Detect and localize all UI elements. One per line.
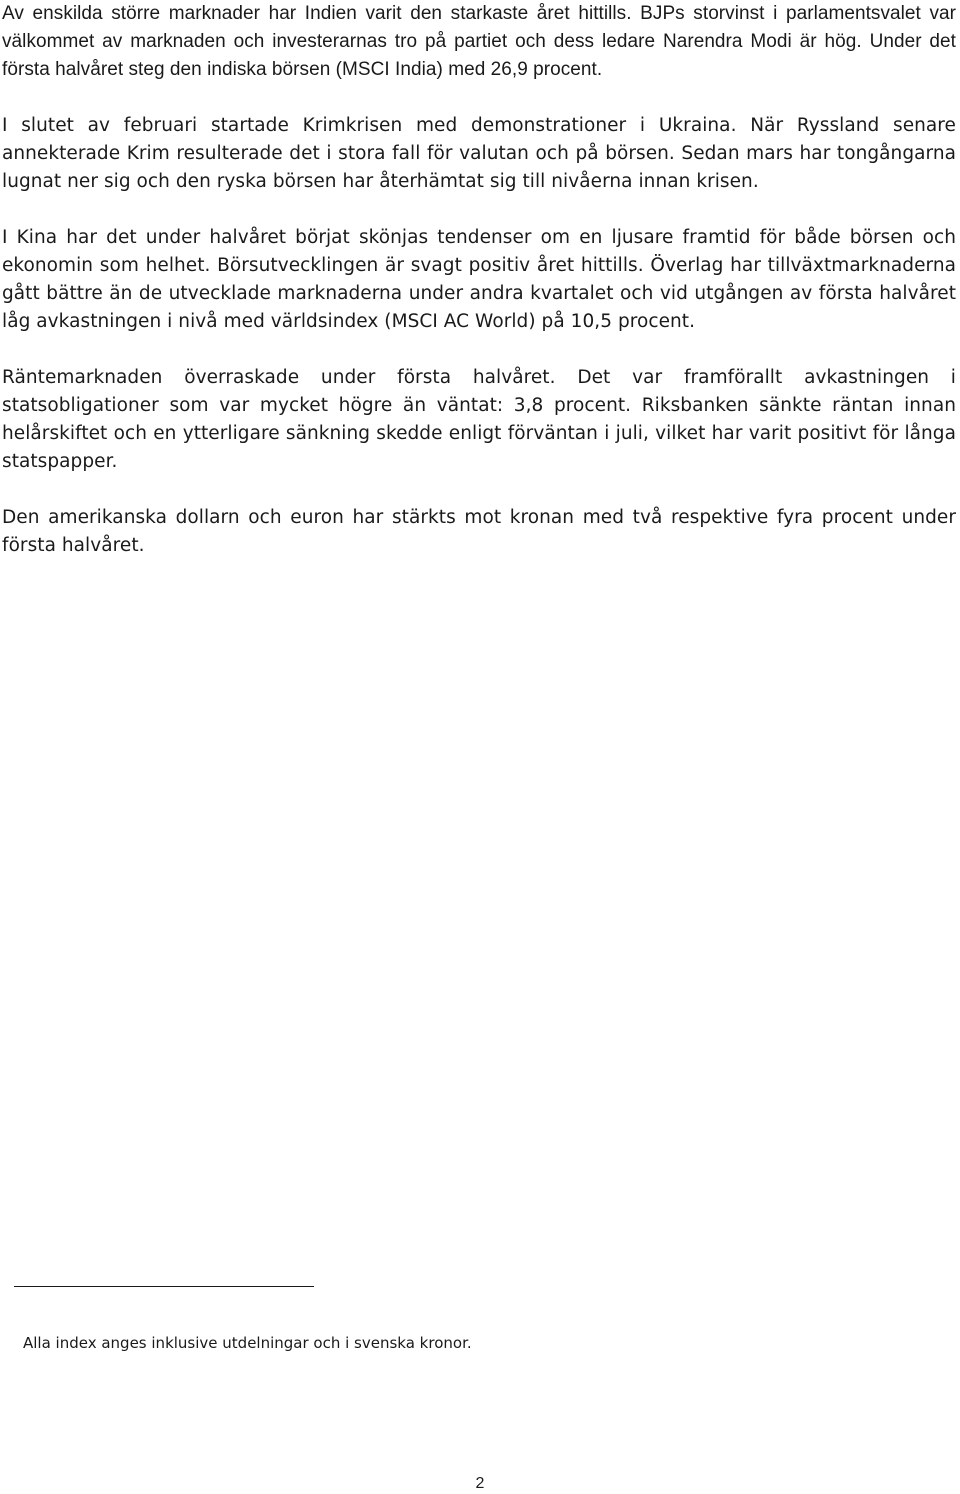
paragraph-interest-market: Räntemarknaden överraskade under första halvåret. Det var framförallt avkastningen i statsobligationer som var mycket högre än väntat: 3,8 procent. Riksbanken sänkte räntan innan helårskiftet och en ytterligare sänkning skedde enligt förväntan i juli, vilket har varit positivt för långa statspapper. <box>2 367 956 472</box>
footnote: Alla index anges inklusive utdelningar och i svenska kronor. <box>23 1334 472 1352</box>
paragraph-russia: I slutet av februari startade Krimkrisen med demonstrationer i Ukraina. När Ryssland senare annekterade Krim resulterade det i stora fall för valutan och på börsen. Sedan mars har tongångarna lugnat ner sig och den ryska börsen har återhämtat sig till nivåerna innan krisen. <box>2 115 956 192</box>
paragraph-china: I Kina har det under halvåret börjat skönjas tendenser om en ljusare framtid för både börsen och ekonomin som helhet. Börsutvecklingen är svagt positiv året hittills. Överlag har tillväxtmarknaderna gått bättre än de utvecklade marknaderna under andra kvartalet och vid utgången av första halvåret låg avkastningen i nivå med världsindex (MSCI AC World) på 10,5 procent. <box>2 227 956 332</box>
page-number: 2 <box>475 1475 485 1492</box>
paragraph-currency: Den amerikanska dollarn och euron har stärkts mot kronan med två respektive fyra procent under första halvåret. <box>2 507 956 556</box>
paragraph-india: Av enskilda större marknader har Indien varit den starkaste året hittills. BJPs storvinst i parlamentsvalet var välkommet av marknaden och investerarnas tro på partiet och dess ledare Narendra Modi är hög. Under det första halvåret steg den indiska börsen (MSCI India) med 26,9 procent. <box>2 3 956 80</box>
body-text <box>2 0 956 588</box>
footnote-separator <box>14 1286 314 1287</box>
